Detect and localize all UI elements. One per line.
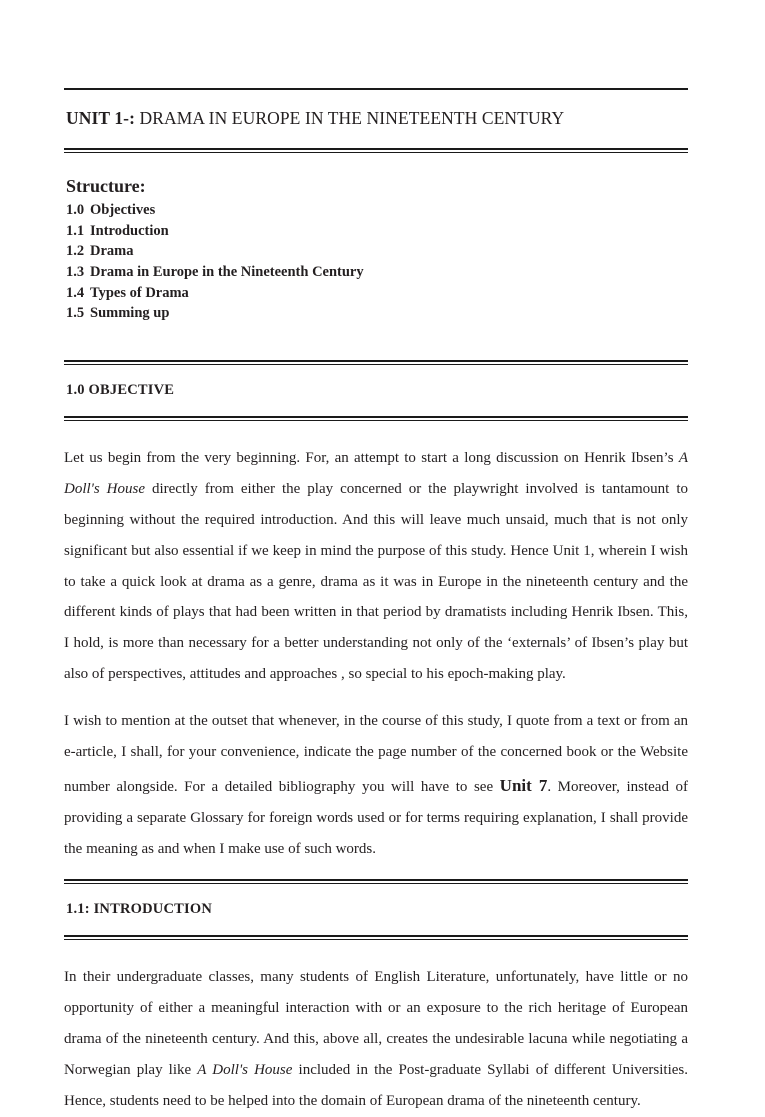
- structure-item-label: Types of Drama: [90, 284, 189, 301]
- structure-item-label: Objectives: [90, 202, 156, 219]
- structure-item-number: 1.0: [66, 202, 85, 219]
- unit-number-label: UNIT 1-:: [66, 107, 136, 128]
- section-heading: 1.0 OBJECTIVE: [66, 381, 175, 398]
- section-heading: 1.1: INTRODUCTION: [66, 900, 212, 917]
- structure-item: [66, 241, 688, 262]
- section-heading-block: [64, 879, 688, 940]
- structure-item: [66, 303, 688, 324]
- text-run: directly from either the play concerned or the playwright involved is tantamount to beginning without the required introduction. And this will leave much unsaid, much that is not only significant but also essential if we keep in mind the purpose of this study. Hence Unit 1, wherein I wish to take a quick look at drama as a genre, drama as it was in Europe in the nineteenth century and the different kinds of plays that had been written in that period by dramatists including Henrik Ibsen. This, I hold, is more than necessary for a better understanding not only of the ‘externals’ of Ibsen’s play but also of perspectives, attitudes and approaches , so special to his epoch-making play.: [64, 480, 688, 683]
- text-run: Let us begin from the very beginning. For, an attempt to start a long discussion on Henrik Ibsen’s: [64, 450, 679, 467]
- structure-item: [66, 221, 688, 242]
- unit-title-top-rule: [64, 88, 688, 90]
- structure-item: [66, 200, 688, 221]
- structure-item-label: Drama: [90, 243, 134, 260]
- unit-title-block: [64, 88, 688, 153]
- structure-item-number: 1.2: [66, 243, 85, 260]
- italic-title-run: A Doll's House: [197, 1061, 293, 1078]
- unit-title-bottom-rule: [64, 148, 688, 153]
- structure-heading: Structure:: [66, 175, 146, 196]
- structure-item-number: 1.5: [66, 305, 85, 322]
- body-paragraph: [64, 706, 688, 865]
- text-run: included in the Post-graduate Syllabi of different Universities. Hence, students need to be helped into the domain of European drama of the nineteenth century.: [64, 1061, 688, 1109]
- text-run: . Moreover, instead of providing a separate Glossary for foreign words used or for terms requiring explanation, I shall provide the meaning as and when I make use of such words.: [64, 778, 689, 857]
- text-run: I wish to mention at the outset that whenever, in the course of this study, I quote from a text or from an e-article, I shall, for your convenience, indicate the page number of the concerned book or the Website number alongside. For a detailed bibliography you will have to see: [64, 713, 688, 795]
- body-paragraph: [64, 443, 688, 690]
- italic-title-run: A Doll's House: [64, 450, 688, 497]
- structure-item-label: Introduction: [90, 222, 169, 239]
- section-heading-block: [64, 360, 688, 421]
- section-heading-bottom-rule: [64, 935, 688, 940]
- structure-item-label: Summing up: [90, 305, 170, 322]
- page-content: [64, 0, 688, 1117]
- structure-list: [64, 200, 688, 323]
- text-run: In their undergraduate classes, many students of English Literature, unfortunately, have little or no opportunity of either a meaningful interaction with or an exposure to the rich heritage of European drama of the nineteenth century. And this, above all, creates the undesirable lacuna while negotiating a Norwegian play like: [64, 969, 688, 1078]
- section-heading-top-rule: [64, 879, 688, 884]
- structure-item-number: 1.3: [66, 263, 85, 280]
- structure-item-label: Drama in Europe in the Nineteenth Century: [90, 263, 364, 280]
- structure-item: [66, 262, 688, 283]
- structure-item-number: 1.1: [66, 222, 85, 239]
- bold-unit-reference: Unit 7: [499, 775, 548, 795]
- unit-title-text: DRAMA IN EUROPE IN THE NINETEENTH CENTURY: [135, 107, 565, 128]
- page-title: [64, 102, 688, 136]
- structure-item: [66, 283, 688, 304]
- structure-block: [64, 175, 688, 324]
- body-paragraph: [64, 962, 688, 1116]
- section-heading-bottom-rule: [64, 416, 688, 421]
- structure-item-number: 1.4: [66, 284, 85, 301]
- section-heading-top-rule: [64, 360, 688, 365]
- sections-container: [64, 360, 688, 1117]
